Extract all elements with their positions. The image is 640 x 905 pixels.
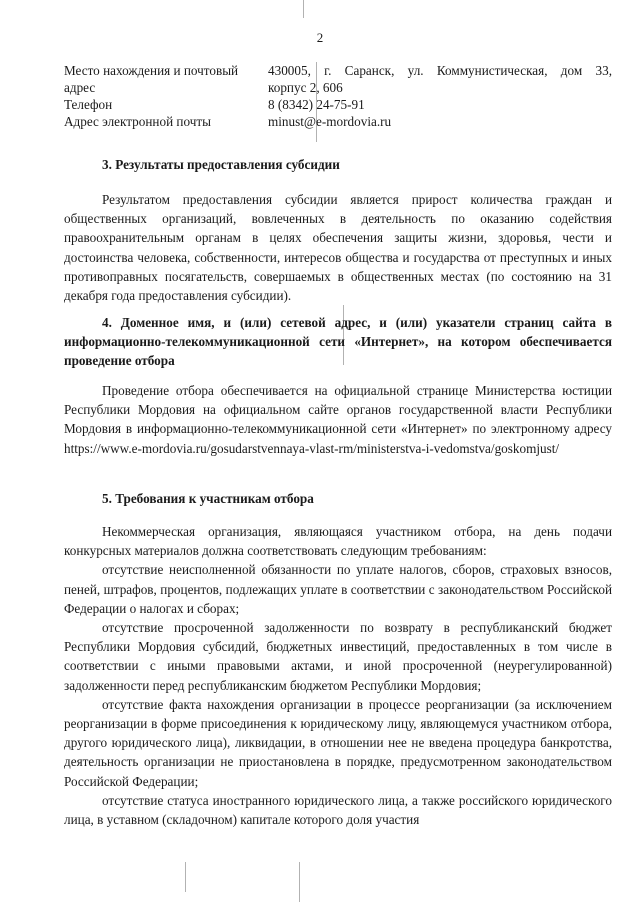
contact-row: [64, 113, 612, 130]
section-4: [64, 313, 612, 371]
scan-artifact: [299, 862, 300, 902]
contact-value: 430005, г. Саранск, ул. Коммунистическая, дом 33,: [268, 63, 612, 78]
requirement-item: отсутствие факта нахождения организации в процессе реорганизации (за исключением реорганизации в форме присоединения к юридическому лицу, являющемуся участником отбора, другого юридического лица), ликвидации, в отношении нее не введена процедура банкротства, деятельность организации не приостановлена в порядке, предусмотренном законодательством Российской Федерации;: [64, 696, 612, 789]
requirement-item: отсутствие неисполненной обязанности по уплате налогов, сборов, страховых взносов, пеней, штрафов, процентов, подлежащих уплате в соответствии с законодательством Российской Федерации о налогах и сборах;: [64, 562, 612, 616]
contact-label: Адрес электронной почты: [64, 114, 211, 129]
section-4-paragraph: Проведение отбора обеспечивается на официальной странице Министерства юстиции Республики Мордовия на официальном сайте органов государственной власти Республики Мордовия в информационно-телекоммуникационной сети «Интернет» по электронному адресу https://www.e-mordovia.ru/gosudarstvennaya-vlast-rm/ministerstva-i-vedomstva/goskomjust/: [64, 383, 612, 456]
contact-info-table: [64, 62, 612, 130]
requirement-item: отсутствие статуса иностранного юридического лица, а также российского юридического лица, в уставном (складочном) капитале которого доля участия: [64, 792, 612, 828]
scan-artifact: [185, 862, 186, 892]
section-3-body: [64, 190, 612, 305]
contact-label: Телефон: [64, 97, 113, 112]
requirements-intro: Некоммерческая организация, являющаяся участником отбора, на день подачи конкурсных материалов должна соответствовать следующим требованиям:: [64, 524, 612, 559]
contact-value: 8 (8342) 24-75-91: [268, 97, 365, 112]
contact-label: Место нахождения и почтовый: [64, 63, 239, 78]
section-5-heading: 5. Требования к участникам отбора: [102, 491, 314, 506]
contact-row: [64, 96, 612, 113]
section-5-body: [64, 522, 612, 829]
contact-row: [64, 62, 612, 79]
contact-row: [64, 79, 612, 96]
requirement-item: отсутствие просроченной задолженности по возврату в республиканский бюджет Республики Мордовия субсидий, бюджетных инвестиций, предоставленных в том числе в соответствии с иными правовыми актами, и иной просроченной (неурегулированной) задолженности перед республиканским бюджетом Республики Мордовия;: [64, 620, 612, 693]
email-link[interactable]: minust@e-mordovia.ru: [268, 114, 392, 129]
contact-value: корпус 2, 606: [268, 80, 343, 95]
section-5: [64, 489, 612, 508]
page-number: 2: [316, 30, 324, 45]
section-4-heading: 4. Доменное имя, и (или) сетевой адрес, и (или) указатели страниц сайта в информационно-телекоммуникационной сети «Интернет», на котором обеспечивается проведение отбора: [64, 315, 612, 369]
section-3-paragraph: Результатом предоставления субсидии является прирост количества граждан и общественных организаций, вовлеченных в деятельность по оказанию содействия правоохранительным органам в целях обеспечения защиты жизни, здоровья, чести и достоинства человека, собственности, интересов общества и государства от преступных и иных противоправных посягательств, совершаемых в общественных местах (по состоянию на 31 декабря года предоставления субсидии).: [64, 192, 612, 304]
section-3-heading: 3. Результаты предоставления субсидии: [102, 157, 340, 172]
contact-label: адрес: [64, 80, 96, 95]
scan-artifact: [303, 0, 304, 18]
section-4-body: [64, 381, 612, 458]
section-3: [64, 155, 612, 174]
